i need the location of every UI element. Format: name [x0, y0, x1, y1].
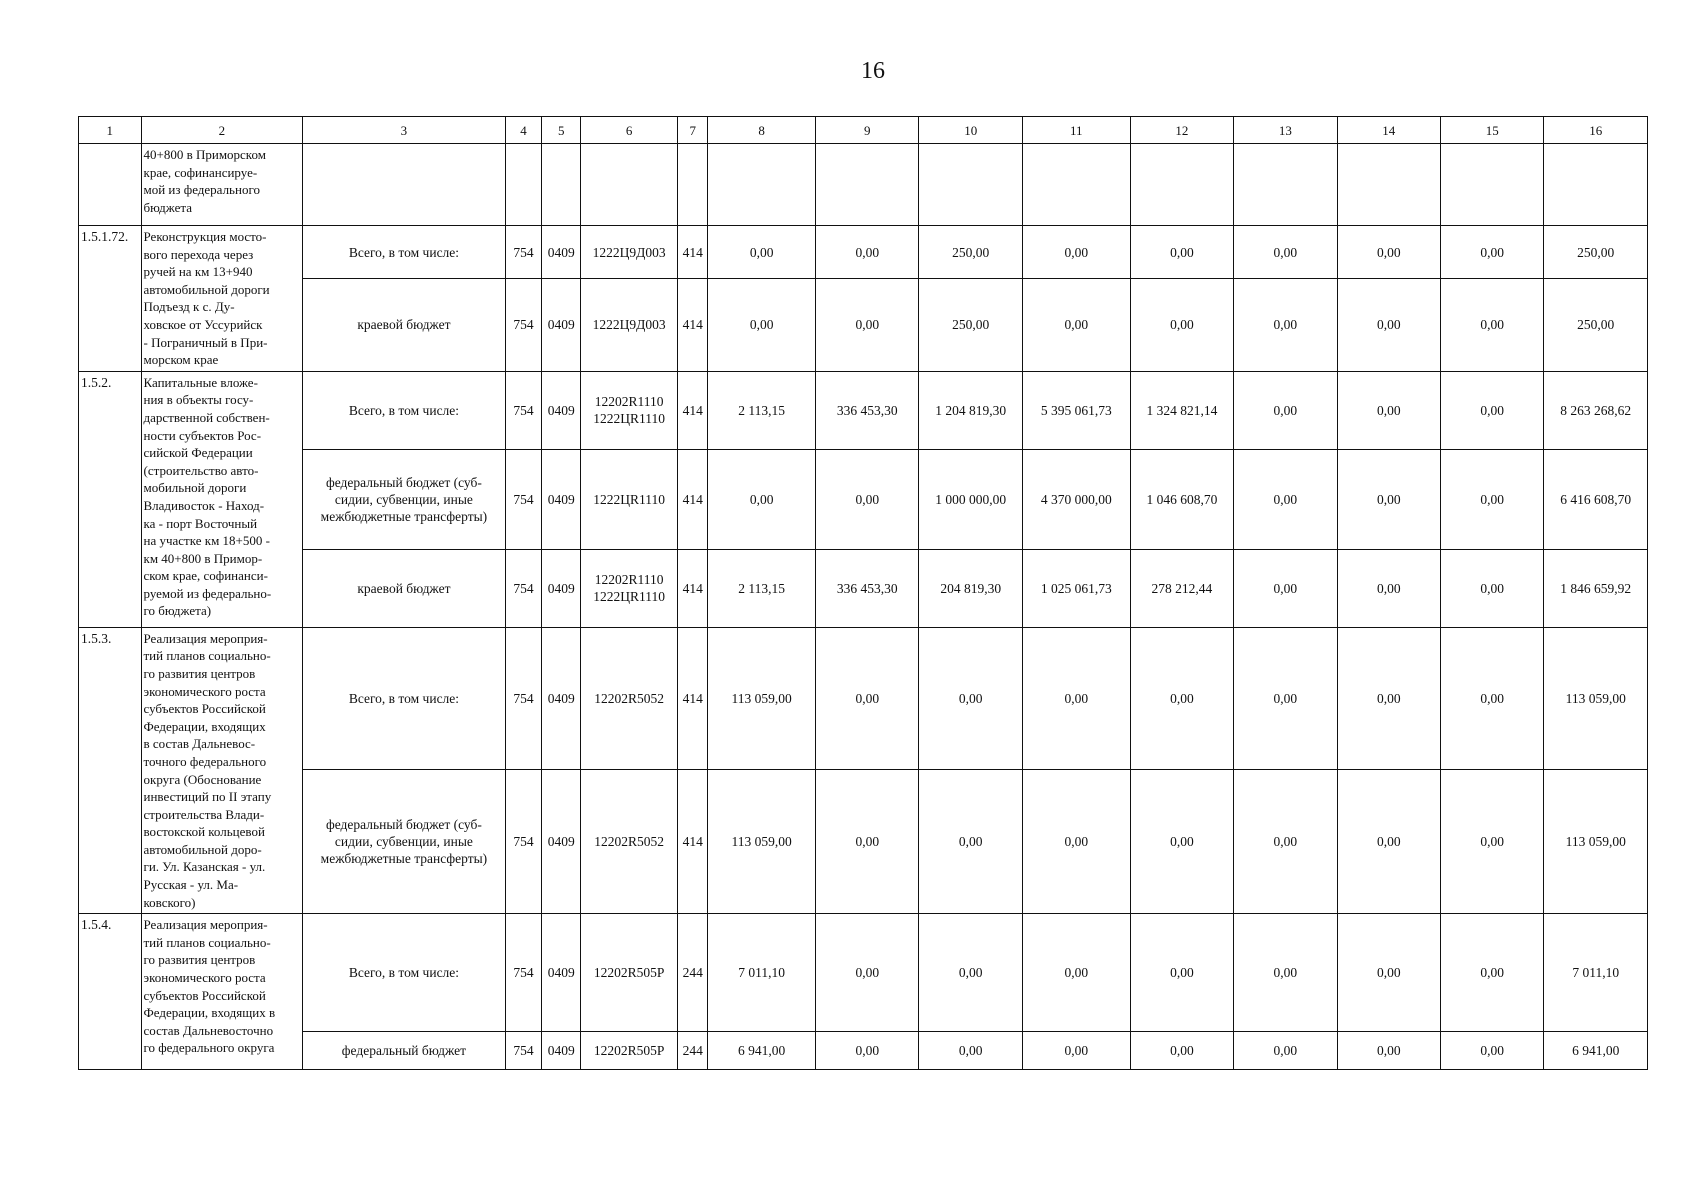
value-col-10: 204 819,30	[919, 549, 1022, 627]
value-col-10: 0,00	[919, 627, 1022, 769]
table-cell	[1337, 144, 1440, 226]
value-col-10: 1 204 819,30	[919, 371, 1022, 449]
value-col-9: 0,00	[816, 769, 919, 913]
column-header: 7	[678, 117, 708, 144]
column-header: 9	[816, 117, 919, 144]
value-col-12: 0,00	[1130, 279, 1233, 372]
grbs-code: 754	[505, 1032, 542, 1070]
expense-type-code: 414	[678, 627, 708, 769]
value-col-15: 0,00	[1440, 1032, 1543, 1070]
value-col-14: 0,00	[1337, 279, 1440, 372]
value-col-11: 0,00	[1022, 279, 1130, 372]
value-col-15: 0,00	[1440, 279, 1543, 372]
expense-type-code: 414	[678, 449, 708, 549]
table-cell	[816, 144, 919, 226]
value-col-16: 1 846 659,92	[1544, 549, 1648, 627]
table-cell	[919, 144, 1022, 226]
item-number: 1.5.2.	[79, 371, 142, 627]
item-number: 1.5.3.	[79, 627, 142, 914]
value-col-8: 0,00	[708, 226, 816, 279]
value-col-16: 113 059,00	[1544, 769, 1648, 913]
value-col-8: 2 113,15	[708, 549, 816, 627]
value-col-11: 4 370 000,00	[1022, 449, 1130, 549]
value-col-9: 0,00	[816, 226, 919, 279]
target-article-code: 12202R1110 1222ЦR1110	[581, 549, 678, 627]
value-col-9: 336 453,30	[816, 549, 919, 627]
column-header: 1	[79, 117, 142, 144]
table-cell	[581, 144, 678, 226]
column-header: 5	[542, 117, 581, 144]
funding-source: Всего, в том числе:	[303, 627, 506, 769]
table-row	[79, 371, 1648, 449]
table-cell	[303, 144, 506, 226]
table-cell	[505, 144, 542, 226]
table-row	[79, 226, 1648, 279]
value-col-8: 113 059,00	[708, 769, 816, 913]
value-col-16: 250,00	[1544, 226, 1648, 279]
table-cell	[1544, 144, 1648, 226]
value-col-11: 0,00	[1022, 1032, 1130, 1070]
column-header: 11	[1022, 117, 1130, 144]
value-col-9: 0,00	[816, 914, 919, 1032]
expense-type-code: 414	[678, 279, 708, 372]
value-col-12: 1 324 821,14	[1130, 371, 1233, 449]
section-code: 0409	[542, 1032, 581, 1070]
value-col-15: 0,00	[1440, 449, 1543, 549]
table-cell	[678, 144, 708, 226]
funding-source: Всего, в том числе:	[303, 914, 506, 1032]
value-col-14: 0,00	[1337, 914, 1440, 1032]
column-header: 14	[1337, 117, 1440, 144]
grbs-code: 754	[505, 769, 542, 913]
value-col-12: 0,00	[1130, 769, 1233, 913]
value-col-10: 250,00	[919, 226, 1022, 279]
value-col-12: 1 046 608,70	[1130, 449, 1233, 549]
item-name: Реконструкция мосто- вого перехода через ручей на км 13+940 автомобильной дороги Подъезд к с. Ду- ховское от Уссурийск - Пограничный в При- морском крае	[141, 226, 303, 372]
column-header: 4	[505, 117, 542, 144]
target-article-code: 1222Ц9Д003	[581, 226, 678, 279]
table-row	[79, 449, 1648, 549]
table-cell	[708, 144, 816, 226]
column-header: 8	[708, 117, 816, 144]
item-name: Капитальные вложе- ния в объекты госу- дарственной собствен- ности субъектов Рос- сийской Федерации (строительство авто- мобильной дороги Владивосток - Наход- ка - порт Восточный на участке км 18+500 - км 40+800 в Примор- ском крае, софинанси- руемой из федерально- го бюджета)	[141, 371, 303, 627]
value-col-13: 0,00	[1234, 226, 1337, 279]
column-header: 2	[141, 117, 303, 144]
table-row	[79, 549, 1648, 627]
column-header: 13	[1234, 117, 1337, 144]
value-col-13: 0,00	[1234, 769, 1337, 913]
table-row	[79, 279, 1648, 372]
expense-type-code: 244	[678, 914, 708, 1032]
target-article-code: 12202R1110 1222ЦR1110	[581, 371, 678, 449]
value-col-10: 250,00	[919, 279, 1022, 372]
column-header: 15	[1440, 117, 1543, 144]
value-col-8: 6 941,00	[708, 1032, 816, 1070]
item-name: Реализация мероприя- тий планов социально- го развития центров экономического роста субъектов Российской Федерации, входящих в состав Дальневос- точного федерального округа (Обоснование инвестиций по II этапу строительства Влади- востокской кольцевой автомобильной доро- ги. Ул. Казанская - ул. Русская - ул. Ма- ковского)	[141, 627, 303, 914]
item-name: Реализация мероприя- тий планов социально- го развития центров экономического роста субъектов Российской Федерации, входящих в состав Дальневосточно го федерального округа	[141, 914, 303, 1070]
grbs-code: 754	[505, 627, 542, 769]
table-row	[79, 914, 1648, 1032]
value-col-8: 0,00	[708, 449, 816, 549]
value-col-8: 113 059,00	[708, 627, 816, 769]
value-col-12: 0,00	[1130, 226, 1233, 279]
target-article-code: 12202R505P	[581, 1032, 678, 1070]
section-code: 0409	[542, 769, 581, 913]
value-col-8: 7 011,10	[708, 914, 816, 1032]
column-header: 16	[1544, 117, 1648, 144]
item-number: 1.5.1.72.	[79, 226, 142, 372]
column-header: 10	[919, 117, 1022, 144]
value-col-11: 0,00	[1022, 627, 1130, 769]
value-col-9: 0,00	[816, 1032, 919, 1070]
value-col-16: 8 263 268,62	[1544, 371, 1648, 449]
value-col-9: 0,00	[816, 449, 919, 549]
value-col-13: 0,00	[1234, 279, 1337, 372]
table-row	[79, 1032, 1648, 1070]
value-col-10: 1 000 000,00	[919, 449, 1022, 549]
value-col-14: 0,00	[1337, 549, 1440, 627]
table-cell	[542, 144, 581, 226]
expense-type-code: 414	[678, 226, 708, 279]
value-col-9: 336 453,30	[816, 371, 919, 449]
value-col-9: 0,00	[816, 627, 919, 769]
funding-source: краевой бюджет	[303, 549, 506, 627]
value-col-8: 2 113,15	[708, 371, 816, 449]
table-cell	[1440, 144, 1543, 226]
funding-source: Всего, в том числе:	[303, 226, 506, 279]
section-code: 0409	[542, 549, 581, 627]
funding-source: Всего, в том числе:	[303, 371, 506, 449]
table-cell	[1130, 144, 1233, 226]
value-col-15: 0,00	[1440, 549, 1543, 627]
item-name: 40+800 в Приморском крае, софинансируе- мой из федерального бюджета	[141, 144, 303, 226]
column-header: 3	[303, 117, 506, 144]
column-header-row	[79, 117, 1648, 144]
grbs-code: 754	[505, 279, 542, 372]
table-cell	[1022, 144, 1130, 226]
value-col-13: 0,00	[1234, 627, 1337, 769]
continuation-row	[79, 144, 1648, 226]
section-code: 0409	[542, 914, 581, 1032]
funding-source: федеральный бюджет (суб- сидии, субвенции, иные межбюджетные трансферты)	[303, 769, 506, 913]
column-header: 6	[581, 117, 678, 144]
value-col-13: 0,00	[1234, 449, 1337, 549]
value-col-10: 0,00	[919, 1032, 1022, 1070]
value-col-12: 0,00	[1130, 914, 1233, 1032]
value-col-14: 0,00	[1337, 769, 1440, 913]
value-col-13: 0,00	[1234, 914, 1337, 1032]
value-col-16: 6 416 608,70	[1544, 449, 1648, 549]
table-row	[79, 769, 1648, 913]
value-col-12: 0,00	[1130, 1032, 1233, 1070]
value-col-14: 0,00	[1337, 1032, 1440, 1070]
value-col-13: 0,00	[1234, 371, 1337, 449]
section-code: 0409	[542, 627, 581, 769]
value-col-15: 0,00	[1440, 769, 1543, 913]
target-article-code: 12202R5052	[581, 627, 678, 769]
value-col-11: 5 395 061,73	[1022, 371, 1130, 449]
value-col-12: 0,00	[1130, 627, 1233, 769]
item-number: 1.5.4.	[79, 914, 142, 1070]
value-col-15: 0,00	[1440, 627, 1543, 769]
grbs-code: 754	[505, 371, 542, 449]
value-col-14: 0,00	[1337, 371, 1440, 449]
value-col-16: 6 941,00	[1544, 1032, 1648, 1070]
value-col-16: 7 011,10	[1544, 914, 1648, 1032]
grbs-code: 754	[505, 449, 542, 549]
target-article-code: 1222ЦR1110	[581, 449, 678, 549]
section-code: 0409	[542, 371, 581, 449]
value-col-14: 0,00	[1337, 627, 1440, 769]
expense-type-code: 244	[678, 1032, 708, 1070]
table-cell	[1234, 144, 1337, 226]
value-col-13: 0,00	[1234, 1032, 1337, 1070]
value-col-12: 278 212,44	[1130, 549, 1233, 627]
table-row	[79, 627, 1648, 769]
target-article-code: 12202R5052	[581, 769, 678, 913]
section-code: 0409	[542, 449, 581, 549]
expense-type-code: 414	[678, 549, 708, 627]
target-article-code: 12202R505P	[581, 914, 678, 1032]
value-col-15: 0,00	[1440, 914, 1543, 1032]
value-col-14: 0,00	[1337, 449, 1440, 549]
expense-type-code: 414	[678, 769, 708, 913]
value-col-15: 0,00	[1440, 371, 1543, 449]
value-col-14: 0,00	[1337, 226, 1440, 279]
value-col-15: 0,00	[1440, 226, 1543, 279]
target-article-code: 1222Ц9Д003	[581, 279, 678, 372]
value-col-11: 0,00	[1022, 914, 1130, 1032]
value-col-11: 1 025 061,73	[1022, 549, 1130, 627]
expense-type-code: 414	[678, 371, 708, 449]
column-header: 12	[1130, 117, 1233, 144]
value-col-10: 0,00	[919, 769, 1022, 913]
value-col-10: 0,00	[919, 914, 1022, 1032]
grbs-code: 754	[505, 914, 542, 1032]
grbs-code: 754	[505, 226, 542, 279]
value-col-8: 0,00	[708, 279, 816, 372]
funding-source: федеральный бюджет (суб- сидии, субвенции, иные межбюджетные трансферты)	[303, 449, 506, 549]
value-col-11: 0,00	[1022, 769, 1130, 913]
section-code: 0409	[542, 279, 581, 372]
item-number	[79, 144, 142, 226]
budget-table	[78, 116, 1648, 1070]
funding-source: краевой бюджет	[303, 279, 506, 372]
section-code: 0409	[542, 226, 581, 279]
value-col-16: 250,00	[1544, 279, 1648, 372]
funding-source: федеральный бюджет	[303, 1032, 506, 1070]
value-col-11: 0,00	[1022, 226, 1130, 279]
value-col-16: 113 059,00	[1544, 627, 1648, 769]
grbs-code: 754	[505, 549, 542, 627]
value-col-9: 0,00	[816, 279, 919, 372]
page-number: 16	[861, 58, 885, 84]
value-col-13: 0,00	[1234, 549, 1337, 627]
